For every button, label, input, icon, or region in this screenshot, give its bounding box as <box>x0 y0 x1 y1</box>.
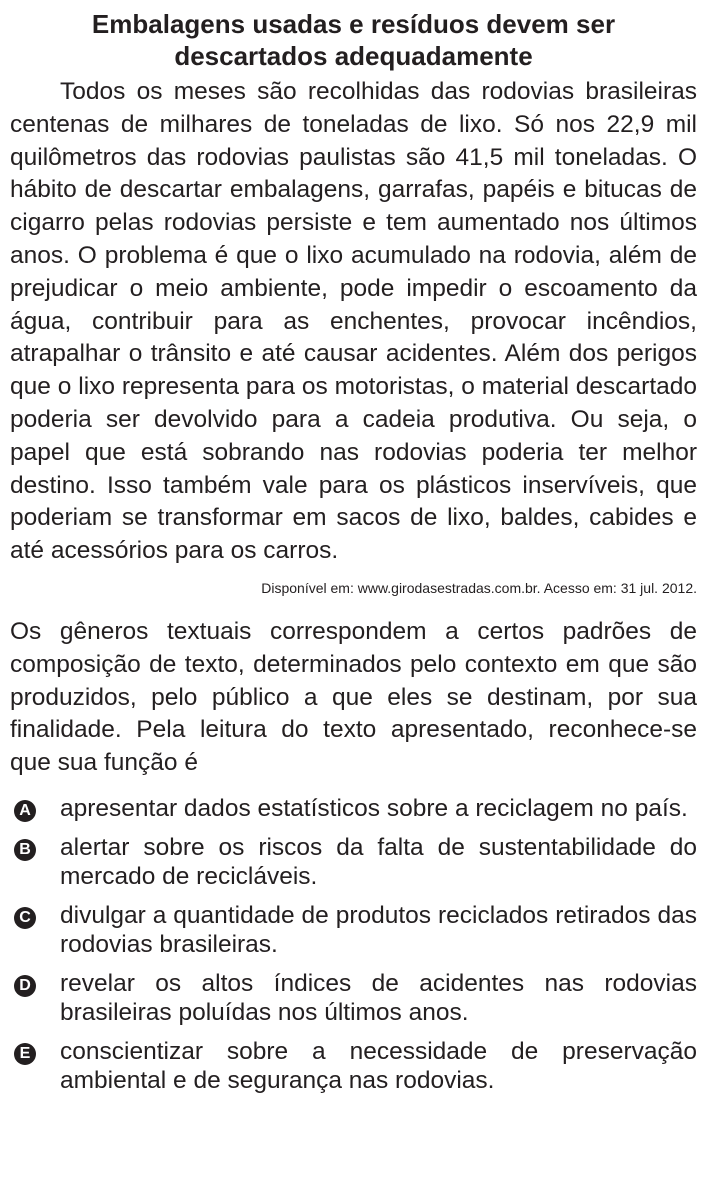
option-c[interactable] <box>10 901 697 959</box>
option-d-text: revelar os altos índices de acidentes nas rodovias brasileiras poluídas nos últimos anos. <box>60 969 697 1026</box>
passage-title <box>10 8 697 72</box>
question-stem: Os gêneros textuais correspondem a certos padrões de composição de texto, determinados pelo contexto em que são produzidos, pelo público a que eles se destinam, por sua finalidade. Pela leitura do texto apresentado, reconhece-se que sua função é <box>10 617 697 777</box>
option-letter-c-icon: C <box>14 907 36 929</box>
title-line-2: descartados adequadamente <box>174 41 533 71</box>
option-letter-d-icon: D <box>14 975 36 997</box>
option-b[interactable] <box>10 833 697 891</box>
option-d[interactable] <box>10 969 697 1027</box>
option-a-text: apresentar dados estatísticos sobre a reciclagem no país. <box>60 794 688 822</box>
title-line-1: Embalagens usadas e resíduos devem ser <box>91 9 616 39</box>
option-letter-e-icon: E <box>14 1043 36 1065</box>
option-b-text: alertar sobre os riscos da falta de sustentabilidade do mercado de recicláveis. <box>60 833 697 890</box>
option-letter-a-icon: A <box>14 800 36 822</box>
option-c-text: divulgar a quantidade de produtos reciclados retirados das rodovias brasileiras. <box>60 901 697 958</box>
option-e[interactable] <box>10 1037 697 1095</box>
source-citation: Disponível em: www.girodasestradas.com.br. Acesso em: 31 jul. 2012. <box>261 579 697 596</box>
option-letter-b-icon: B <box>14 839 36 861</box>
option-a[interactable] <box>10 794 697 823</box>
option-e-text: conscientizar sobre a necessidade de preservação ambiental e de segurança nas rodovias. <box>60 1037 697 1094</box>
passage-text: Todos os meses são recolhidas das rodovias brasileiras centenas de milhares de toneladas de lixo. Só nos 22,9 mil quilômetros das rodovias paulistas são 41,5 mil toneladas. O hábito de descartar embalagens, garrafas, papéis e bitucas de cigarro pelas rodovias persiste e tem aumentado nos últimos anos. O problema é que o lixo acumulado na rodovia, além de prejudicar o meio ambiente, pode impedir o escoamento da água, contribuir para as enchentes, provocar incêndios, atrapalhar o trânsito e até causar acidentes. Além dos perigos que o lixo representa para os motoristas, o material descartado poderia ser devolvido para a cadeia produtiva. Ou seja, o papel que está sobrando nas rodovias poderia ter melhor destino. Isso também vale para os plásticos inservíveis, que poderiam se transformar em sacos de lixo, baldes, cabides e até acessórios para os carros. <box>10 78 697 565</box>
answer-options <box>10 794 697 1095</box>
